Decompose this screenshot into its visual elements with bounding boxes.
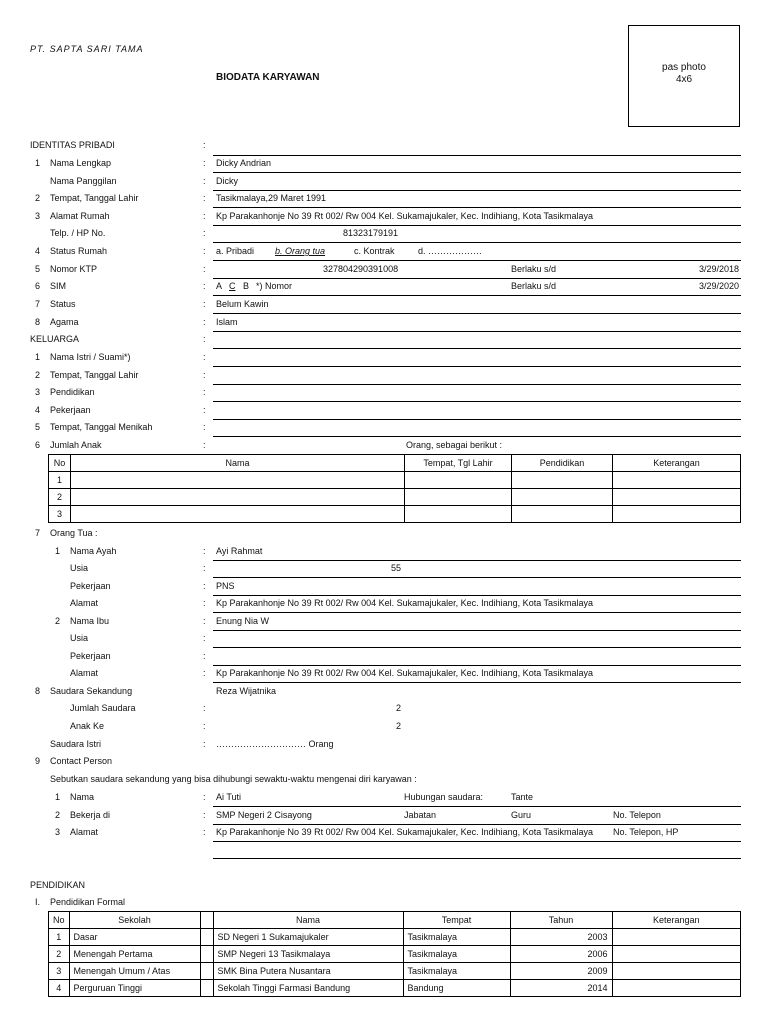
sekolah-cell: Perguruan Tinggi [69, 980, 200, 997]
agama-value[interactable]: Islam [216, 317, 238, 327]
anak-ke-label: Anak Ke [70, 721, 105, 731]
field-line [213, 682, 741, 683]
contact-jabatan-value[interactable]: Guru [511, 810, 532, 820]
colon: : [203, 405, 206, 415]
ktp-berlaku-label: Berlaku s/d [511, 264, 557, 274]
telp-label: Telp. / HP No. [50, 228, 106, 238]
option-kontrak[interactable]: c. Kontrak [354, 246, 395, 256]
field-line [213, 242, 741, 243]
subsection-number: I. [35, 897, 41, 907]
row-number: 3 [35, 387, 41, 397]
row-number: 2 [55, 616, 61, 626]
sim-berlaku-label: Berlaku s/d [511, 281, 557, 291]
table-row [49, 472, 741, 489]
tempat-cell[interactable]: Bandung [403, 980, 510, 997]
anak-label: Jumlah Anak [50, 440, 102, 450]
cell[interactable] [512, 506, 613, 523]
spacer-cell [200, 963, 213, 980]
ibu-label: Nama Ibu [70, 616, 110, 626]
field-line[interactable] [213, 665, 741, 666]
cell[interactable] [71, 472, 405, 489]
colon: : [203, 387, 206, 397]
header-cell: Pendidikan [512, 455, 613, 472]
colon: : [203, 370, 206, 380]
sekolah-cell: Menengah Umum / Atas [69, 963, 200, 980]
sim-option-a[interactable]: A [216, 281, 223, 291]
cell[interactable] [512, 489, 613, 506]
ayah-value[interactable]: Ayi Rahmat [216, 546, 263, 556]
colon: : [203, 440, 206, 450]
field-line[interactable] [213, 647, 741, 648]
contact-nama-value[interactable]: Ai Tuti [216, 792, 242, 802]
field-line [213, 630, 741, 631]
saudara-istri-value[interactable]: ………………………… Orang [216, 739, 334, 749]
alamat-label: Alamat Rumah [50, 211, 110, 221]
row-number: 8 [35, 317, 41, 327]
orangtua-label: Orang Tua : [50, 528, 98, 538]
photo-box [628, 25, 740, 127]
sekolah-cell: Dasar [69, 929, 200, 946]
row-number: 6 [35, 440, 41, 450]
row-number: 5 [35, 422, 41, 432]
row-number: 4 [35, 246, 41, 256]
jumlah-saudara-label: Jumlah Saudara [70, 703, 136, 713]
colon: : [203, 651, 206, 661]
subsection-label: Pendidikan Formal [50, 897, 126, 907]
header-cell: Keterangan [612, 912, 740, 929]
company-name: PT. SAPTA SARI TAMA [30, 44, 144, 54]
colon: : [203, 211, 206, 221]
colon: : [203, 827, 206, 837]
nama-cell[interactable]: SMK Bina Putera Nusantara [213, 963, 403, 980]
anak-table [48, 454, 741, 523]
keterangan-cell[interactable] [612, 963, 740, 980]
contact-jabatan-label: Jabatan [404, 810, 437, 820]
ayah-usia-value[interactable]: 55 [391, 563, 402, 573]
colon: : [203, 792, 206, 802]
sim-label: SIM [50, 281, 67, 291]
header-cell: Keterangan [613, 455, 741, 472]
section-identitas: IDENTITAS PRIBADI [30, 140, 115, 150]
row-no: 2 [49, 489, 71, 506]
colon: : [203, 281, 206, 291]
header-cell: Tempat [403, 912, 510, 929]
field-line[interactable] [213, 401, 741, 402]
table-row [49, 980, 741, 997]
field-line [213, 172, 741, 173]
anak-ke-value[interactable]: 2 [396, 721, 402, 731]
field-line [213, 577, 741, 578]
option-orang-tua-selected[interactable]: b. Orang tua [275, 246, 326, 256]
row-number: 7 [35, 528, 41, 538]
field-line [213, 331, 741, 332]
header-cell: Nama [71, 455, 405, 472]
cell[interactable] [512, 472, 613, 489]
section-pendidikan: PENDIDIKAN [30, 880, 86, 890]
field-line[interactable] [213, 384, 741, 385]
ktp-value[interactable]: 327804290391008 [323, 264, 399, 274]
header-cell: Sekolah [69, 912, 200, 929]
table-row [49, 963, 741, 980]
cell[interactable] [405, 489, 512, 506]
row-number: 1 [35, 352, 41, 362]
cell[interactable] [71, 506, 405, 523]
field-line[interactable] [213, 419, 741, 420]
table-row [49, 506, 741, 523]
table-row [49, 946, 741, 963]
contact-description: Sebutkan saudara sekandung yang bisa dihubungi sewaktu-waktu mengenai diri karyawan : [50, 774, 417, 784]
ibu-alamat-label: Alamat [70, 668, 99, 678]
row-number: 7 [35, 299, 41, 309]
contact-nama-label: Nama [70, 792, 95, 802]
pendidikan-table [48, 911, 741, 997]
colon: : [203, 810, 206, 820]
tahun-cell[interactable]: 2014 [510, 980, 612, 997]
keterangan-cell[interactable] [612, 929, 740, 946]
agama-label: Agama [50, 317, 79, 327]
ibu-pekerjaan-label: Pekerjaan [70, 651, 111, 661]
row-number: 8 [35, 686, 41, 696]
keterangan-cell[interactable] [612, 946, 740, 963]
row-number: 3 [35, 211, 41, 221]
colon: : [203, 246, 206, 256]
nama-cell[interactable]: SMP Negeri 13 Tasikmalaya [213, 946, 403, 963]
row-no: 2 [49, 946, 70, 963]
ayah-label: Nama Ayah [70, 546, 117, 556]
cell[interactable] [613, 506, 741, 523]
istri-label: Nama Istri / Suami*) [50, 352, 131, 362]
field-line [213, 612, 741, 613]
keluarga-pekerjaan-label: Pekerjaan [50, 405, 91, 415]
saudara-value[interactable]: Reza Wijatnika [216, 686, 277, 696]
row-no: 4 [49, 980, 70, 997]
header-cell: Tahun [510, 912, 612, 929]
status-rumah-label: Status Rumah [50, 246, 108, 256]
row-no: 3 [49, 506, 71, 523]
contact-alamat-value[interactable]: Kp Parakanhonje No 39 Rt 002/ Rw 004 Kel. Sukamajukaler, Kec. Indihiang, Kota Tasikmalaya [216, 827, 594, 837]
colon: : [203, 581, 206, 591]
row-number: 2 [35, 193, 41, 203]
colon: : [203, 563, 206, 573]
colon: : [203, 598, 206, 608]
contact-label: Contact Person [50, 756, 113, 766]
sekolah-cell: Menengah Pertama [69, 946, 200, 963]
nama-panggilan-label: Nama Panggilan [50, 176, 117, 186]
tempat-cell[interactable]: Tasikmalaya [403, 929, 510, 946]
contact-kerja-label: Bekerja di [70, 810, 111, 820]
telp-value[interactable]: 81323179191 [343, 228, 399, 238]
cell[interactable] [71, 489, 405, 506]
row-number: 9 [35, 756, 41, 766]
field-line [213, 348, 741, 349]
sim-nomor-label: *) Nomor [256, 281, 293, 291]
alamat-value[interactable]: Kp Parakanhonje No 39 Rt 002/ Rw 004 Kel. Sukamajukaler, Kec. Indihiang, Kota Tasikmalaya [216, 211, 594, 221]
field-line[interactable] [213, 436, 741, 437]
field-line[interactable] [213, 858, 741, 859]
status-value[interactable]: Belum Kawin [216, 299, 269, 309]
spacer-cell [200, 929, 213, 946]
ktp-berlaku-value[interactable]: 3/29/2018 [698, 264, 739, 274]
cell[interactable] [405, 506, 512, 523]
ktp-label: Nomor KTP [50, 264, 98, 274]
keluarga-pendidikan-label: Pendidikan [50, 387, 95, 397]
menikah-label: Tempat, Tanggal Menikah [50, 422, 153, 432]
colon: : [203, 317, 206, 327]
ibu-value[interactable]: Enung Nia W [216, 616, 270, 626]
colon: : [203, 193, 206, 203]
ibu-alamat-value[interactable]: Kp Parakanhonje No 39 Rt 002/ Rw 004 Kel. Sukamajukaler, Kec. Indihiang, Kota Tasikmalaya [216, 668, 594, 678]
field-line [213, 225, 741, 226]
field-line [213, 207, 741, 208]
nama-lengkap-value[interactable]: Dicky Andrian [216, 158, 272, 168]
contact-kerja-value[interactable]: SMP Negeri 2 Cisayong [216, 810, 312, 820]
saudara-label: Saudara Sekandung [50, 686, 133, 696]
ibu-usia-label: Usia [70, 633, 89, 643]
colon: : [203, 299, 206, 309]
tahun-cell[interactable]: 2009 [510, 963, 612, 980]
colon: : [203, 334, 206, 344]
colon: : [203, 352, 206, 362]
option-lainnya[interactable]: d. ……………… [418, 246, 483, 256]
keluarga-ttl-label: Tempat, Tanggal Lahir [50, 370, 139, 380]
ttl-label: Tempat, Tanggal Lahir [50, 193, 139, 203]
field-line [213, 824, 741, 825]
colon: : [203, 633, 206, 643]
header-cell: No [49, 455, 71, 472]
row-number: 4 [35, 405, 41, 415]
colon: : [203, 616, 206, 626]
nama-panggilan-value[interactable]: Dicky [216, 176, 238, 186]
row-number: 1 [55, 792, 61, 802]
row-number: 1 [35, 158, 41, 168]
spacer-cell [200, 946, 213, 963]
nama-cell[interactable]: Sekolah Tinggi Farmasi Bandung [213, 980, 403, 997]
cell[interactable] [613, 489, 741, 506]
colon: : [203, 668, 206, 678]
row-number: 2 [35, 370, 41, 380]
keterangan-cell[interactable] [612, 980, 740, 997]
row-no: 1 [49, 472, 71, 489]
field-line [213, 155, 741, 156]
table-row [49, 489, 741, 506]
status-label: Status [50, 299, 76, 309]
field-line [213, 260, 741, 261]
nama-cell[interactable]: SD Negeri 1 Sukamajukaler [213, 929, 403, 946]
section-keluarga: KELUARGA [30, 334, 80, 344]
header-cell: Tempat, Tgl Lahir [405, 455, 512, 472]
row-number: 5 [35, 264, 41, 274]
field-line[interactable] [213, 366, 741, 367]
anak-suffix: Orang, sebagai berikut : [406, 440, 503, 450]
field-line [213, 295, 741, 296]
contact-hubungan-label: Hubungan saudara: [404, 792, 484, 802]
ayah-pekerjaan-label: Pekerjaan [70, 581, 111, 591]
sim-option-c-selected[interactable]: C [229, 281, 236, 291]
tahun-cell[interactable]: 2003 [510, 929, 612, 946]
colon: : [203, 158, 206, 168]
colon: : [203, 140, 206, 150]
field-line [213, 841, 741, 842]
field-line [213, 595, 741, 596]
saudara-istri-label: Saudara Istri [50, 739, 102, 749]
row-number: 2 [55, 810, 61, 820]
colon: : [203, 422, 206, 432]
colon: : [203, 546, 206, 556]
sim-berlaku-value[interactable]: 3/29/2020 [698, 281, 739, 291]
cell[interactable] [613, 472, 741, 489]
nama-lengkap-label: Nama Lengkap [50, 158, 112, 168]
row-no: 1 [49, 929, 70, 946]
photo-label: pas photo [662, 62, 706, 73]
colon: : [203, 176, 206, 186]
form-title: BIODATA KARYAWAN [216, 72, 320, 83]
row-number: 1 [55, 546, 61, 556]
row-no: 3 [49, 963, 70, 980]
tahun-cell[interactable]: 2006 [510, 946, 612, 963]
spacer-cell [200, 980, 213, 997]
ayah-alamat-label: Alamat [70, 598, 99, 608]
sim-option-b[interactable]: B [243, 281, 250, 291]
ayah-pekerjaan-value[interactable]: PNS [216, 581, 235, 591]
row-number: 3 [55, 827, 61, 837]
field-line [213, 313, 741, 314]
table-row [49, 929, 741, 946]
colon: : [203, 739, 206, 749]
ttl-value[interactable]: Tasikmalaya,29 Maret 1991 [216, 193, 327, 203]
row-number: 6 [35, 281, 41, 291]
header-cell: Nama [213, 912, 403, 929]
header-cell: No [49, 912, 70, 929]
field-line [213, 278, 741, 279]
contact-alamat-label: Alamat [70, 827, 99, 837]
header-spacer [200, 912, 213, 929]
field-line [213, 190, 741, 191]
contact-telepon-label: No. Telepon [613, 810, 661, 820]
tempat-cell[interactable]: Tasikmalaya [403, 963, 510, 980]
tempat-cell[interactable]: Tasikmalaya [403, 946, 510, 963]
colon: : [203, 228, 206, 238]
photo-size: 4x6 [675, 74, 693, 85]
colon: : [203, 703, 206, 713]
field-line [213, 806, 741, 807]
jumlah-saudara-value[interactable]: 2 [396, 703, 402, 713]
ayah-alamat-value[interactable]: Kp Parakanhonje No 39 Rt 002/ Rw 004 Kel. Sukamajukaler, Kec. Indihiang, Kota Tasikmalaya [216, 598, 594, 608]
colon: : [203, 264, 206, 274]
field-line [213, 560, 741, 561]
contact-hubungan-value[interactable]: Tante [511, 792, 534, 802]
option-pribadi[interactable]: a. Pribadi [216, 246, 255, 256]
cell[interactable] [405, 472, 512, 489]
ayah-usia-label: Usia [70, 563, 89, 573]
colon: : [203, 721, 206, 731]
contact-hp-label: No. Telepon, HP [613, 827, 679, 837]
